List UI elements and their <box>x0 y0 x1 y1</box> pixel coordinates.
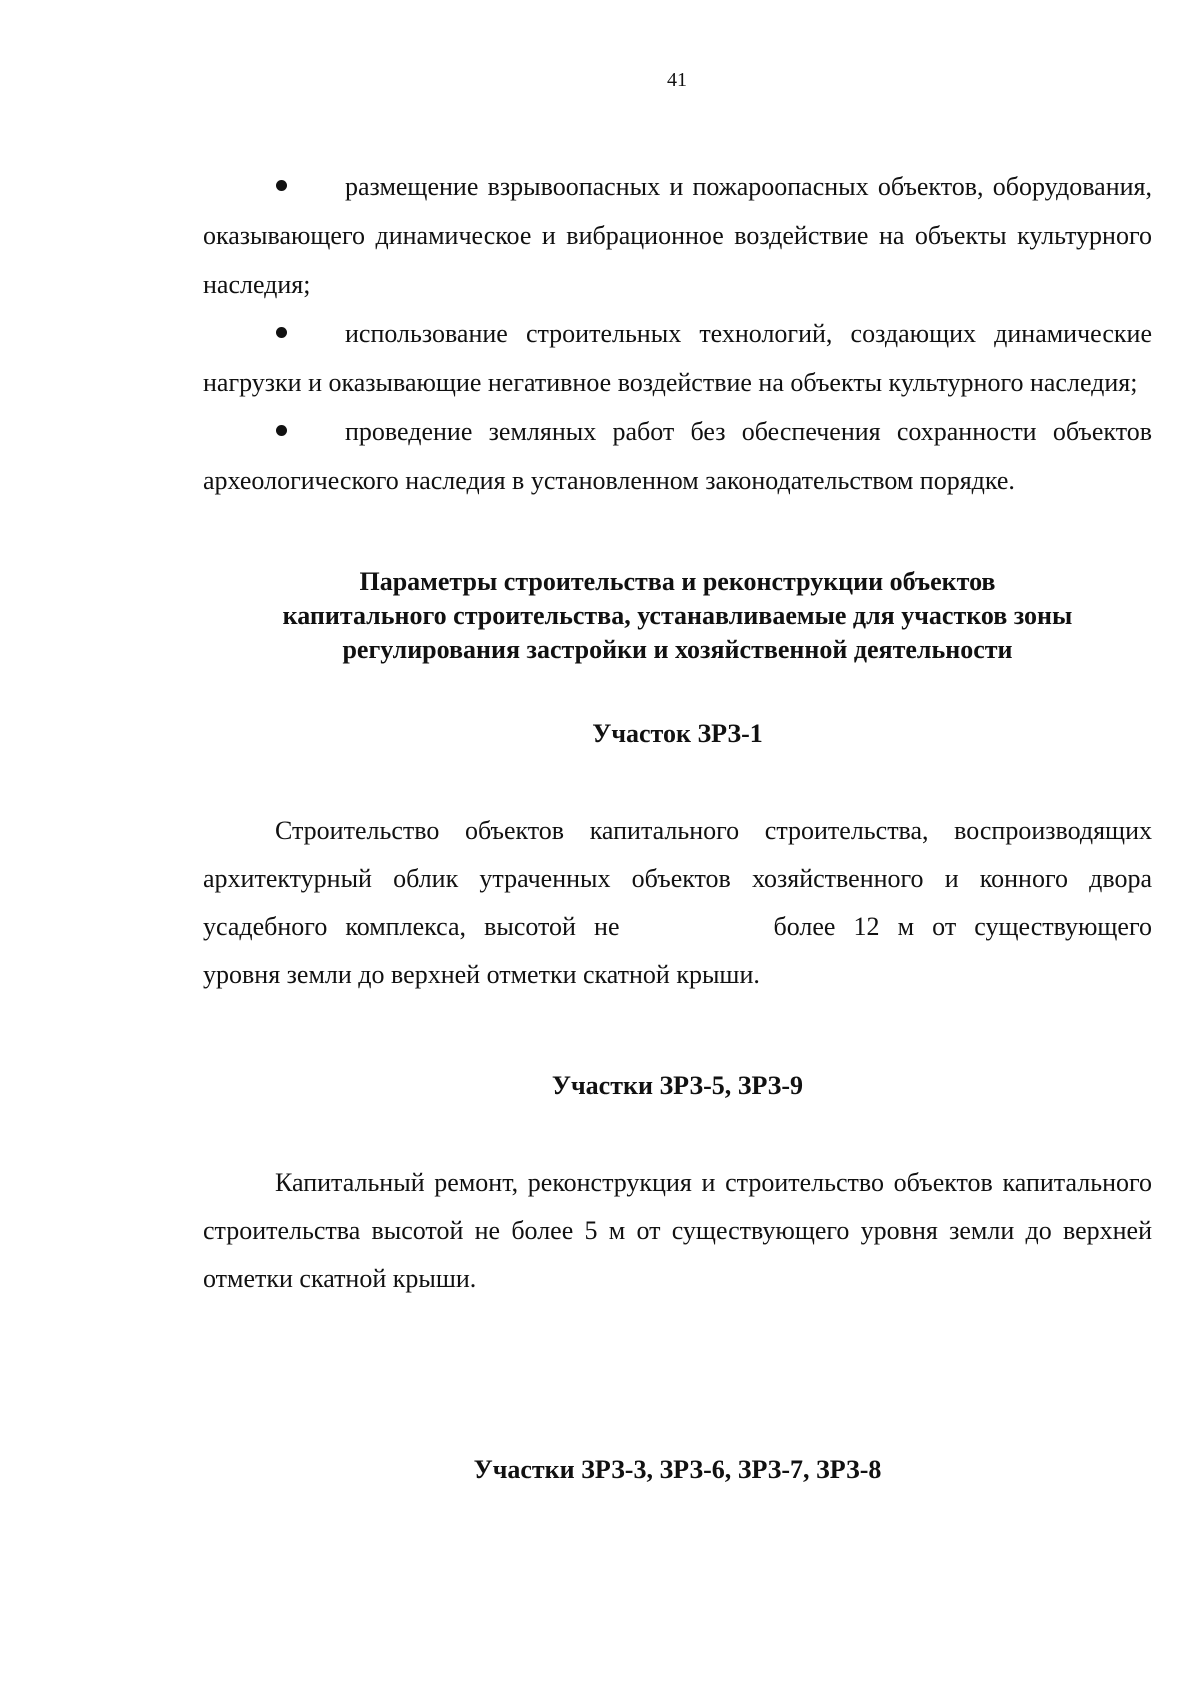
page-content <box>203 162 1152 1487</box>
subsection-heading-zrz-1: Участок ЗРЗ-1 <box>592 719 763 748</box>
bullet-text: использование строительных технологий, создающих динамические нагрузки и оказывающие негативное воздействие на объекты культурного наследия; <box>203 319 1152 397</box>
paragraph-text: Строительство объектов капитального строительства, воспроизводящих архитектурный облик утраченных объектов хозяйственного и конного двора усадебного комплекса, высотой не <box>203 816 1152 941</box>
bullet-item <box>203 162 1152 309</box>
paragraph-zrz-1 <box>203 807 1152 999</box>
bullet-item <box>203 407 1152 505</box>
subsection-heading-zrz-3-6-7-8: Участки ЗРЗ-3, ЗРЗ-6, ЗРЗ-7, ЗРЗ-8 <box>473 1455 882 1484</box>
section-title <box>203 565 1152 667</box>
bullet-item <box>203 309 1152 407</box>
bullet-icon <box>276 180 287 191</box>
section-title-line-2: капитального строительства, устанавливаемые для участков зоны <box>282 601 1073 630</box>
subsection-heading-zrz-5-9: Участки ЗРЗ-5, ЗРЗ-9 <box>551 1071 804 1100</box>
paragraph-text: Капитальный ремонт, реконструкция и строительство объектов капитального строительства высотой не более 5 м от существующего уровня земли до верхней отметки скатной крыши. <box>203 1168 1152 1293</box>
section-title-line-1: Параметры строительства и реконструкции объектов <box>359 567 996 596</box>
bullet-icon <box>276 327 287 338</box>
bullet-text: проведение земляных работ без обеспечения сохранности объектов археологического наследия в установленном законодательством порядке. <box>203 417 1152 495</box>
bullet-text: размещение взрывоопасных и пожароопасных объектов, оборудования, оказывающего динамическое и вибрационное воздействие на объекты культурного наследия; <box>203 172 1152 299</box>
page-number: 41 <box>667 69 687 91</box>
paragraph-zrz-5-9 <box>203 1159 1152 1303</box>
paragraph-text: более 12 м от существующего уровня земли до верхней отметки скатной крыши. <box>203 912 1152 989</box>
section-title-line-3: регулирования застройки и хозяйственной деятельности <box>342 635 1013 664</box>
bullet-icon <box>276 425 287 436</box>
